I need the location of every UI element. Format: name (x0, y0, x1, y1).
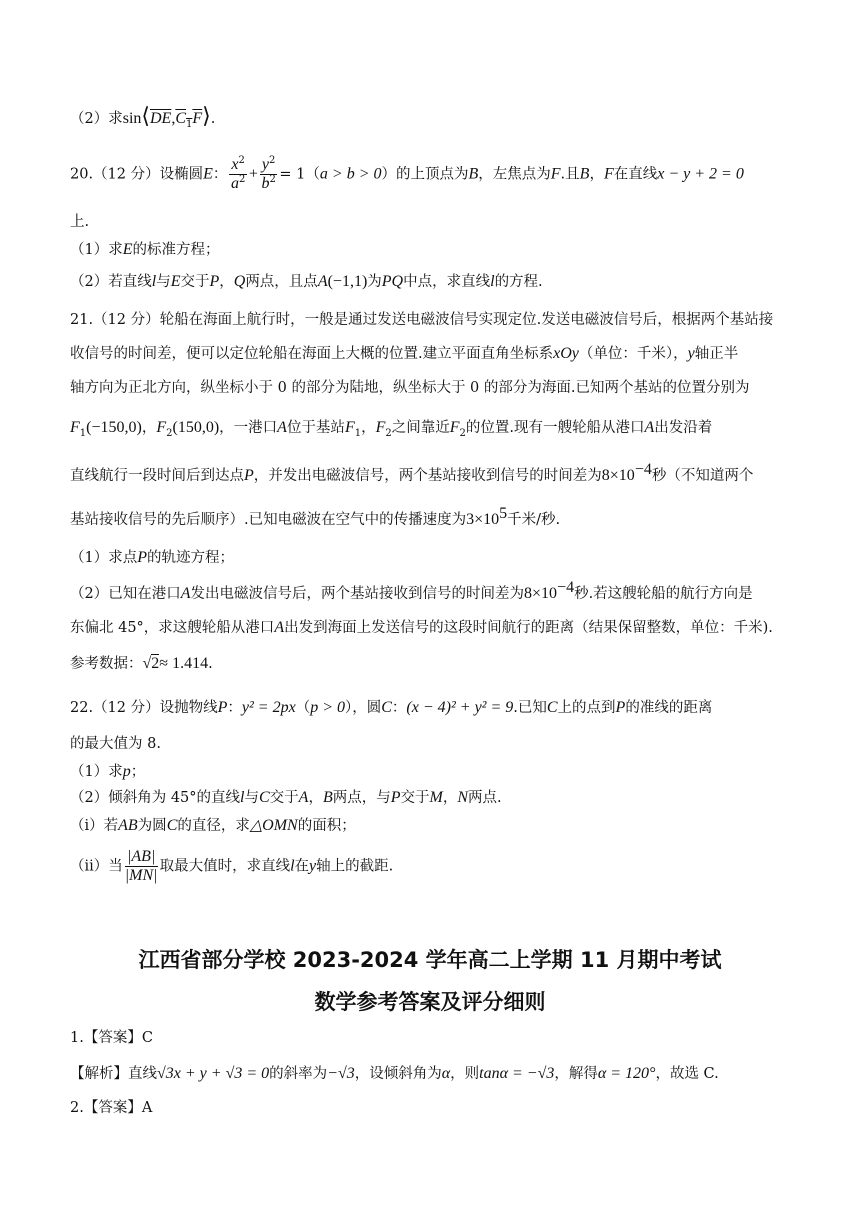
line-equation: x − y + 2 = 0 (657, 165, 744, 183)
q21-part2-line1: （2）已知在港口A发出电磁波信号后，两个基站接收到信号的时间差为$8\times 10^{-4}$秒.若这艘轮船的航行方向是 (70, 579, 753, 602)
q20-tail: 上. (70, 214, 90, 230)
q21-line5: 直线航行一段时间后到达点P，并发出电磁波信号，两个基站接收到信号的时间差为$8\times 10^{-4}$秒（不知道两个 (70, 461, 754, 484)
q20-part2: （2）若直线l与E交于P，Q两点，且点A(−1,1)为PQ中点，求直线l的方程. (70, 273, 543, 290)
ratio-fraction: $\frac{|AB|}{|MN|}$ (124, 848, 158, 884)
q22-part2: （2）倾斜角为 45°的直线l与C交于A，B两点，与P交于M，N两点. (70, 789, 502, 806)
q21-line6: 基站接收信号的先后顺序）.已知电磁波在空气中的传播速度为$3\times 10^5$千米/秒. (70, 505, 561, 528)
ellipse-frac-y: $\frac{y^2}{b^2}$ (261, 155, 276, 192)
answer-subtitle: 数学参考答案及评分细则 (314, 990, 546, 1014)
answer-2: 2.【答案】A (70, 1100, 153, 1116)
q22-line2: 的最大值为 8. (70, 736, 161, 752)
q21-reference: 参考数据：√2≈ 1.414. (70, 655, 213, 672)
answer-1: 1.【答案】C (70, 1030, 153, 1046)
sin-text: sin (122, 110, 142, 127)
vector-c1f-sub: 1 (186, 118, 193, 130)
q21-line1: 21.（12 分）轮船在海面上航行时，一般是通过发送电磁波信号实现定位.发送电磁波信号后，根据两个基站接 (70, 312, 774, 328)
ellipse-frac-x: $\frac{x^2}{a^2}$ (230, 155, 246, 192)
q21-line2: 收信号的时间差，便可以定位轮船在海面上大概的位置.建立平面直角坐标系xOy（单位：千米），y轴正半 (70, 345, 739, 362)
vector-de: $\overline{DE}$ (150, 110, 172, 127)
vector-c1f-c: C (175, 110, 186, 127)
q21-line4: $F_1(-150,0)$，$F_2(150,0)$，一港口A位于基站$F_1$，$F_2$之间靠近$F_2$的位置.现有一艘轮船从港口A出发沿着 (70, 419, 713, 439)
q20-part1: （1）求E的标准方程； (70, 241, 220, 258)
q20-stem: 20.（12 分）设椭圆E： $\frac{x^2}{a^2}$ + $\frac{y^2}{b^2}$ = 1（a > b > 0）的上顶点为B，左焦点为F.且B，F在直线x − y + 2 = 0 (70, 155, 744, 192)
q22-sub-ii: （ⅱ）当 $\frac{|AB|}{|MN|}$ 取最大值时，求直线l在y轴上的截距. (70, 848, 394, 884)
q22-part1: （1）求p； (70, 763, 146, 780)
q21-part2-line2: 东偏北 45°，求这艘轮船从港口A出发到海面上发送信号的这段时间航行的距离（结果保留整数，单位：千米). (70, 619, 773, 636)
q22-line1: 22.（12 分）设抛物线P：y² = 2px（p > 0），圆C：(x − 4)² + y² = 9.已知C上的点到P的准线的距离 (70, 699, 713, 716)
answer-title: 江西省部分学校 2023-2024 学年高二上学期 11 月期中考试 (138, 948, 722, 972)
q19-part2-label: （2）求 (70, 111, 123, 127)
q19-part2: （2）求$\sin⟨\overline{DE},C_1F⟩$. (70, 103, 216, 130)
answer-1-explanation: 【解析】直线√3x + y + √3 = 0的斜率为−√3，设倾斜角为α，则tanα = −√3，解得α = 120°，故选 C. (70, 1065, 719, 1082)
q21-part1: （1）求点P的轨迹方程； (70, 549, 235, 566)
vector-c1f-f: F (192, 110, 203, 127)
q21-line3: 轴方向为正北方向，纵坐标小于 0 的部分为陆地，纵坐标大于 0 的部分为海面.已知两个基站的位置分别为 (70, 380, 750, 396)
q20-number: 20.（12 分）设椭圆 (70, 166, 204, 183)
q22-sub-i: （ⅰ）若AB为圆C的直径，求△OMN的面积； (70, 817, 356, 834)
